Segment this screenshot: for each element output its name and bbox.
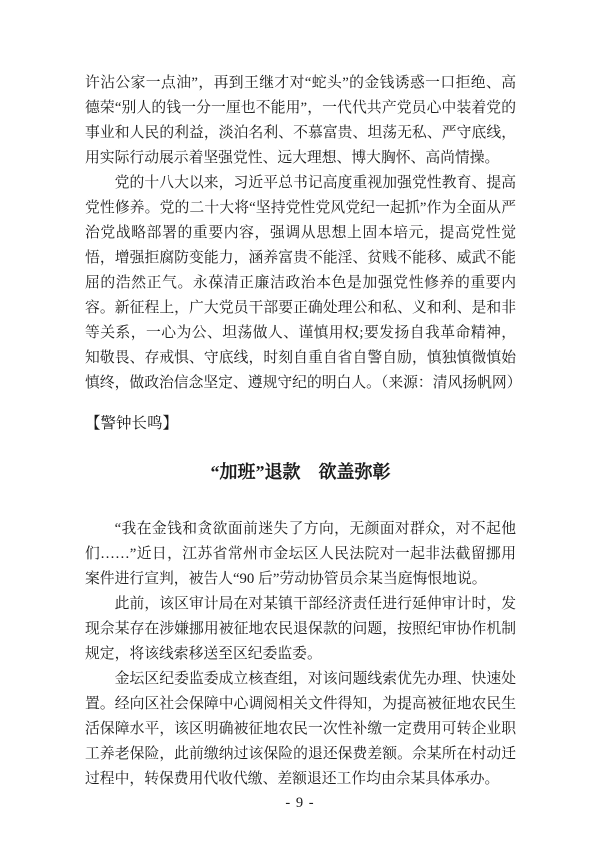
paragraph: 党的十八大以来，习近平总书记高度重视加强党性教育、提高党性修养。党的二十大将“坚持党性党风党纪一起抓”作为全面从严治党战略部署的重要内容，强调从思想上固本培元，提高党性觉悟，增强拒腐防变能力，涵养富贵不能淫、贫贱不能移、威武不能屈的浩然正气。永葆清正廉洁政治本色是加强党性修养的重要内容。新征程上，广大党员干部要正确处理公和私、义和利、是和非等关系，一心为公、坦荡做人、谨慎用权;要发扬自我革命精神，知敬畏、存戒惧、守底线，时刻自重自省自警自励，慎独慎微慎始慎终，做政治信念坚定、遵规守纪的明白人。（来源：清风扬帆网） xyxy=(85,175,522,391)
paragraph: 此前，该区审计局在对某镇干部经济责任进行延伸审计时，发现佘某存在涉嫌挪用被征地农民退保款的问题，按照纪审协作机制规定，将该线索移送至区纪委监委。 xyxy=(85,596,516,662)
section-header: 【警钟长鸣】 xyxy=(85,415,179,432)
paragraph: 许沾公家一点油”，再到王继才对“蛇头”的金钱诱惑一口拒绝、高德荣“别人的钱一分一厘也不能用”，一代代共产党员心中装着党的事业和人民的利益，淡泊名利、不慕富贵、坦荡无私、严守底线，用实际行动展示着坚强党性、远大理想、博大胸怀、高尚情操。 xyxy=(85,75,516,166)
paragraph: 金坛区纪委监委成立核查组，对该问题线索优先办理、快速处置。经向区社会保障中心调阅相关文件得知，为提高被征地农民生活保障水平，该区明确被征地农民一次性补缴一定费用可转企业职工养老保险，此前缴纳过该保险的退还保费差额。佘某所在村动迁过程中，转保费用代收代缴、差额退还工作均由佘某具体承办。 xyxy=(85,671,516,787)
article-title: “加班”退款 欲盖弥彰 xyxy=(210,462,391,482)
paragraph: “我在金钱和贪欲面前迷失了方向，无颜面对群众，对不起他们……”近日，江苏省常州市金坛区人民法院对一起非法截留挪用案件进行宣判，被告人“90 后”劳动协管员佘某当庭悔恨地说。 xyxy=(85,521,516,587)
page-number: - 9 - xyxy=(285,795,315,811)
page-content xyxy=(85,71,522,792)
